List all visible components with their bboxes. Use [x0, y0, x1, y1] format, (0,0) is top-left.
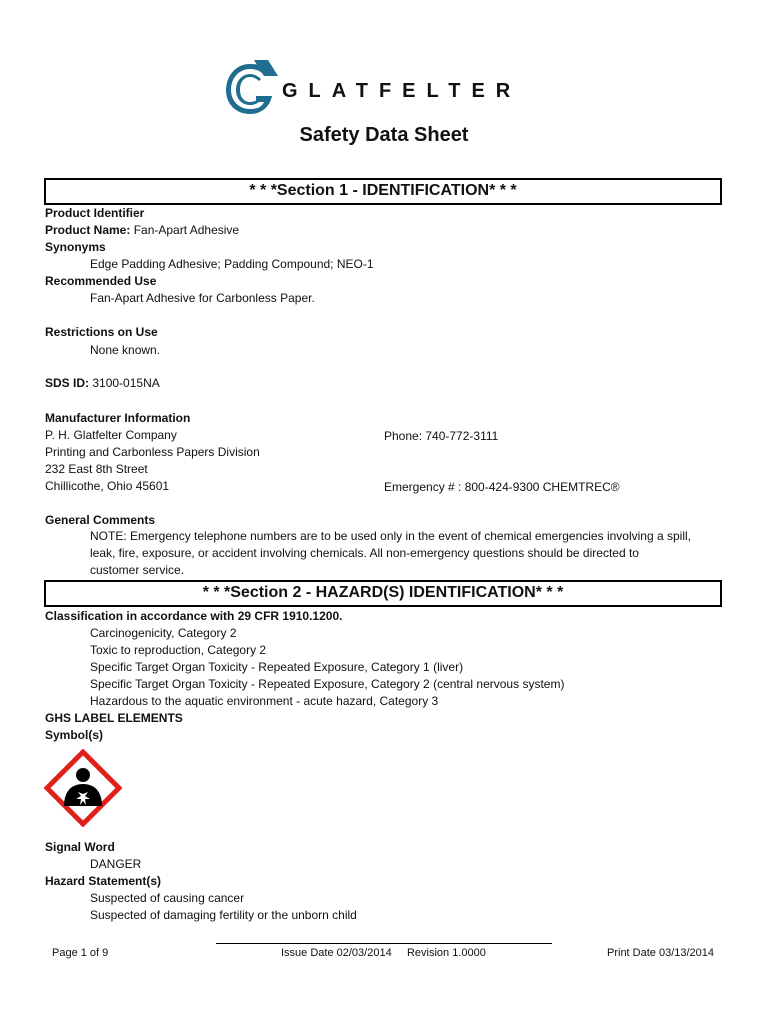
footer-divider	[216, 943, 552, 944]
sds-id-value: 3100-015NA	[92, 376, 160, 390]
recommended-use-label: Recommended Use	[45, 274, 157, 288]
general-comments-label: General Comments	[45, 513, 156, 527]
brand-name: GLATFELTER	[282, 80, 522, 102]
manufacturer-line: Printing and Carbonless Papers Division	[45, 445, 260, 459]
product-name-label: Product Name:	[45, 223, 131, 237]
section-1-heading: * * *Section 1 - IDENTIFICATION* * *	[44, 178, 722, 205]
manufacturer-address	[45, 427, 260, 495]
classification-list	[90, 625, 564, 710]
manufacturer-line: Chillicothe, Ohio 45601	[45, 479, 170, 493]
health-hazard-pictogram-icon	[44, 749, 122, 827]
classification-item: Toxic to reproduction, Category 2	[90, 643, 267, 657]
hazard-statement: Suspected of causing cancer	[90, 891, 245, 905]
product-identifier-label: Product Identifier	[45, 206, 145, 220]
manufacturer-line: 232 East 8th Street	[45, 462, 148, 476]
classification-item: Hazardous to the aquatic environment - acute hazard, Category 3	[90, 694, 439, 708]
sds-id-label: SDS ID:	[45, 376, 90, 390]
product-name-value: Fan-Apart Adhesive	[133, 223, 240, 237]
signal-word-label: Signal Word	[45, 840, 115, 854]
classification-label: Classification in accordance with 29 CFR 1910.1200.	[45, 609, 343, 623]
classification-item: Specific Target Organ Toxicity - Repeated Exposure, Category 1 (liver)	[90, 660, 464, 674]
restrictions-value: None known.	[90, 343, 161, 357]
hazard-statements-label: Hazard Statement(s)	[45, 874, 162, 888]
symbols-label: Symbol(s)	[45, 728, 104, 742]
classification-item: Carcinogenicity, Category 2	[90, 626, 237, 640]
general-comments-text	[90, 528, 691, 579]
manufacturer-label: Manufacturer Information	[45, 411, 191, 425]
product-name-row	[45, 223, 239, 237]
print-date: Print Date 03/13/2014	[607, 947, 715, 959]
hazard-statement: Suspected of damaging fertility or the unborn child	[90, 908, 357, 922]
synonyms-label: Synonyms	[45, 240, 106, 254]
emergency-number: Emergency # : 800-424-9300 CHEMTREC®	[384, 480, 620, 494]
section-2-heading: * * *Section 2 - HAZARD(S) IDENTIFICATION* * *	[44, 580, 722, 607]
ghs-label-elements: GHS LABEL ELEMENTS	[45, 711, 183, 725]
restrictions-label: Restrictions on Use	[45, 325, 158, 339]
sds-id-row	[45, 376, 160, 390]
page-number: Page 1 of 9	[52, 947, 109, 959]
hazard-statements-list	[90, 890, 357, 924]
comment-line: NOTE: Emergency telephone numbers are to be used only in the event of chemical emergencies involving a spill,	[90, 529, 691, 543]
signal-word-value: DANGER	[90, 857, 142, 871]
phone-number: Phone: 740-772-3111	[384, 429, 499, 443]
issue-date-revision: Issue Date 02/03/2014 Revision 1.0000	[281, 947, 486, 959]
synonyms-value: Edge Padding Adhesive; Padding Compound; NEO-1	[90, 257, 374, 271]
recommended-use-value: Fan-Apart Adhesive for Carbonless Paper.	[90, 291, 315, 305]
comment-line: customer service.	[90, 563, 185, 577]
manufacturer-line: P. H. Glatfelter Company	[45, 428, 177, 442]
classification-item: Specific Target Organ Toxicity - Repeated Exposure, Category 2 (central nervous system)	[90, 677, 565, 691]
comment-line: leak, fire, exposure, or accident involving chemicals. All non-emergency questions should be directed to	[90, 546, 639, 560]
glatfelter-logo-icon	[220, 56, 280, 122]
document-title: Safety Data Sheet	[299, 124, 469, 146]
